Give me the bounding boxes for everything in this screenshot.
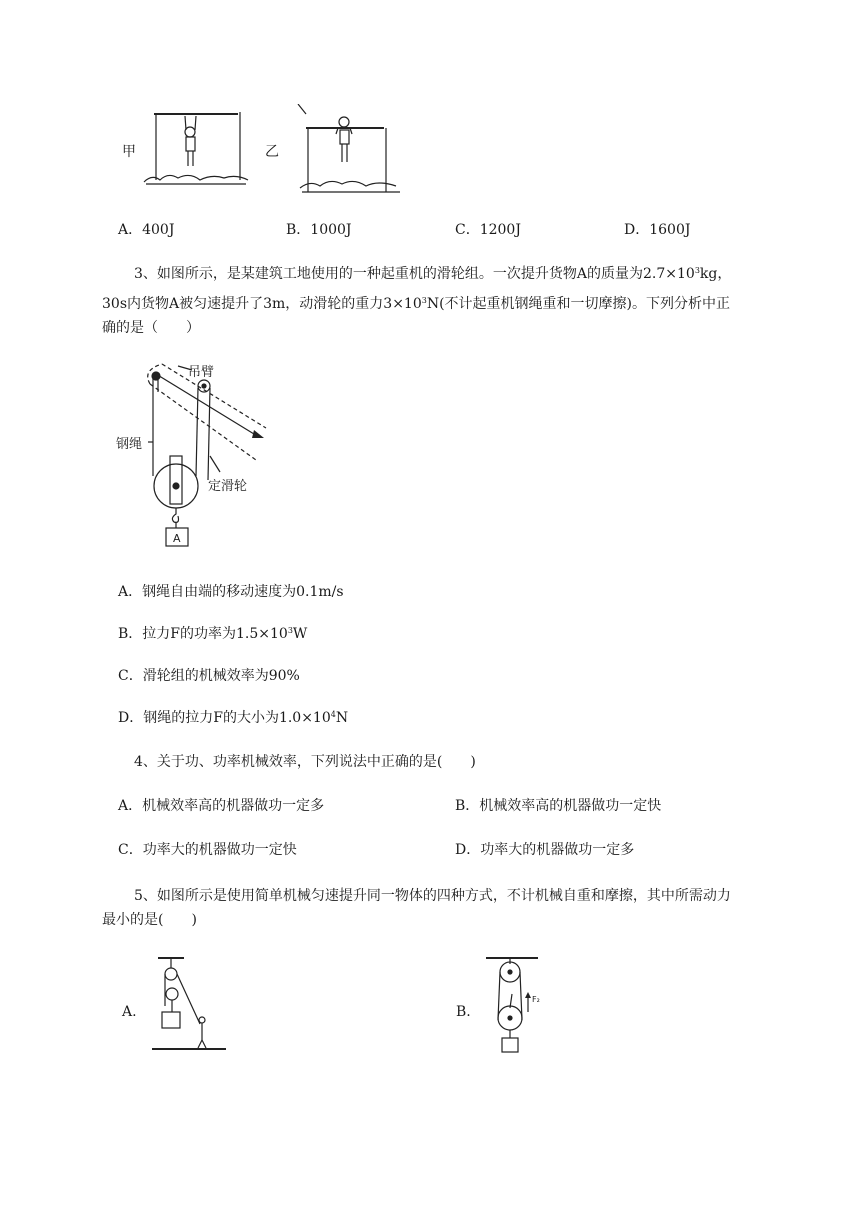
q4-option-a: A．机械效率高的机器做功一定多 <box>118 798 325 814</box>
q3-stem-line3: 确的是（ ） <box>102 320 200 336</box>
q5-pulley-figure-a <box>150 954 228 1054</box>
q3-stem-line2: 30s内货物A被匀速提升了3m，动滑轮的重力$3\times 10^3N$(不计起重机钢绳重和一切摩擦)。下列分析中正 <box>102 296 731 312</box>
figure-label-jia: 甲 <box>122 144 136 160</box>
q4-option-c: C．功率大的机器做功一定快 <box>118 842 297 858</box>
q3-option-a: A．钢绳自由端的移动速度为0.1m/s <box>118 584 344 600</box>
figure-label-yi: 乙 <box>265 144 279 160</box>
q5-figure-label-b: B. <box>456 1004 471 1020</box>
q2-option-c: C．1200J <box>455 222 521 238</box>
force-arrow-icon <box>525 992 531 998</box>
q5-figure-label-a: A. <box>122 1004 137 1020</box>
q4-stem: 4、关于功、功率机械效率，下列说法中正确的是( ) <box>134 754 476 770</box>
pull-up-figure-jia <box>142 108 250 190</box>
label-fixed-pulley: 定滑轮 <box>208 479 248 494</box>
q3-option-b: B．拉力F的功率为$1.5\times 10^3W$ <box>118 626 308 642</box>
label-arm: 吊臂 <box>188 365 215 380</box>
q2-option-b: B．1000J <box>286 222 352 238</box>
label-rope: 钢绳 <box>116 437 143 452</box>
force-label-f2: F₂ <box>532 995 540 1004</box>
q5-stem-line1: 5、如图所示是使用简单机械匀速提升同一物体的四种方式，不计机械自重和摩擦，其中所需动力 <box>134 888 731 904</box>
q3-stem-line1: 3、如图所示，是某建筑工地使用的一种起重机的滑轮组。一次提升货物A的质量为$2.7\times 10^3kg$， <box>134 266 732 282</box>
q4-option-b: B．机械效率高的机器做功一定快 <box>455 798 662 814</box>
label-cargo-a: A <box>173 532 181 545</box>
q3-option-d: D．钢绳的拉力F的大小为$1.0\times 10^4N$ <box>118 710 349 726</box>
pull-up-figure-yi <box>296 104 406 196</box>
q2-option-d: D．1600J <box>624 222 691 238</box>
q3-option-c: C．滑轮组的机械效率为90% <box>118 668 300 684</box>
q5-stem-line2: 最小的是( ) <box>102 912 197 928</box>
crane-pulley-figure <box>116 356 276 554</box>
q4-option-d: D．功率大的机器做功一定多 <box>455 842 635 858</box>
q5-pulley-figure-b <box>484 954 554 1062</box>
q2-option-a: A．400J <box>118 222 175 238</box>
arm-arrow-icon <box>252 430 264 438</box>
